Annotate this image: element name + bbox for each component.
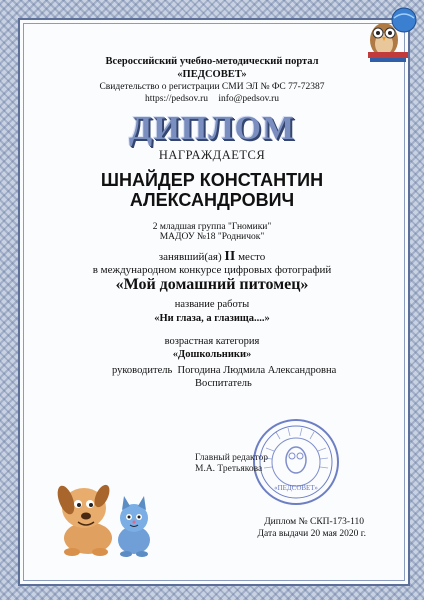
supervisor-position: Воспитатель bbox=[195, 378, 252, 389]
cartoon-pets-icon bbox=[50, 470, 162, 560]
stamp-text: «ПЕДСОВЕТ» bbox=[274, 484, 318, 492]
work-label: название работы bbox=[174, 299, 250, 310]
category-name: «Дошкольники» bbox=[172, 349, 252, 360]
chief-editor-label: Главный редактор bbox=[195, 453, 269, 463]
place-value: II bbox=[224, 249, 236, 264]
group-text: 2 младшая группа "Гномики" bbox=[152, 222, 272, 232]
supervisor-line bbox=[112, 365, 336, 376]
contacts bbox=[0, 94, 424, 104]
place-suffix: место bbox=[238, 251, 266, 263]
diploma-title: ДИПЛОМ bbox=[128, 110, 296, 147]
diploma-number: Диплом № СКП-173-110 bbox=[264, 517, 364, 527]
issue-date: 20 мая 2020 г. bbox=[310, 529, 366, 539]
recipient-name-line2: АЛЕКСАНДРОВИЧ bbox=[129, 190, 295, 210]
place-prefix: занявший(ая) bbox=[158, 251, 222, 263]
place-line bbox=[0, 249, 424, 265]
organization-text: МАДОУ №18 "Родничок" bbox=[159, 232, 265, 242]
issue-date-line bbox=[258, 529, 366, 539]
email-link[interactable]: info@pedsov.ru bbox=[218, 94, 279, 104]
recipient-name-line1: ШНАЙДЕР КОНСТАНТИН bbox=[100, 170, 324, 190]
awarded-label: НАГРАЖДАЕТСЯ bbox=[158, 148, 266, 162]
supervisor-name: Погодина Людмила Александровна bbox=[177, 365, 337, 376]
issue-date-label: Дата выдачи bbox=[257, 529, 309, 539]
portal-name-line2: «ПЕДСОВЕТ» bbox=[177, 69, 247, 80]
supervisor-label: руководитель bbox=[112, 365, 173, 376]
website-link[interactable]: https://pedsov.ru bbox=[145, 94, 208, 104]
contest-text: в международном конкурсе цифровых фотографий bbox=[92, 264, 332, 276]
registration-text: Свидетельство о регистрации СМИ ЭЛ № ФС 77-72387 bbox=[99, 82, 325, 92]
chief-editor-name: М.А. Третьякова bbox=[195, 464, 263, 474]
contest-name: «Мой домашний питомец» bbox=[115, 276, 309, 293]
category-label: возрастная категория bbox=[164, 336, 260, 347]
work-name: «Ни глаза, а глазища....» bbox=[154, 313, 270, 324]
portal-name-line1: Всероссийский учебно-методический портал bbox=[105, 56, 319, 67]
